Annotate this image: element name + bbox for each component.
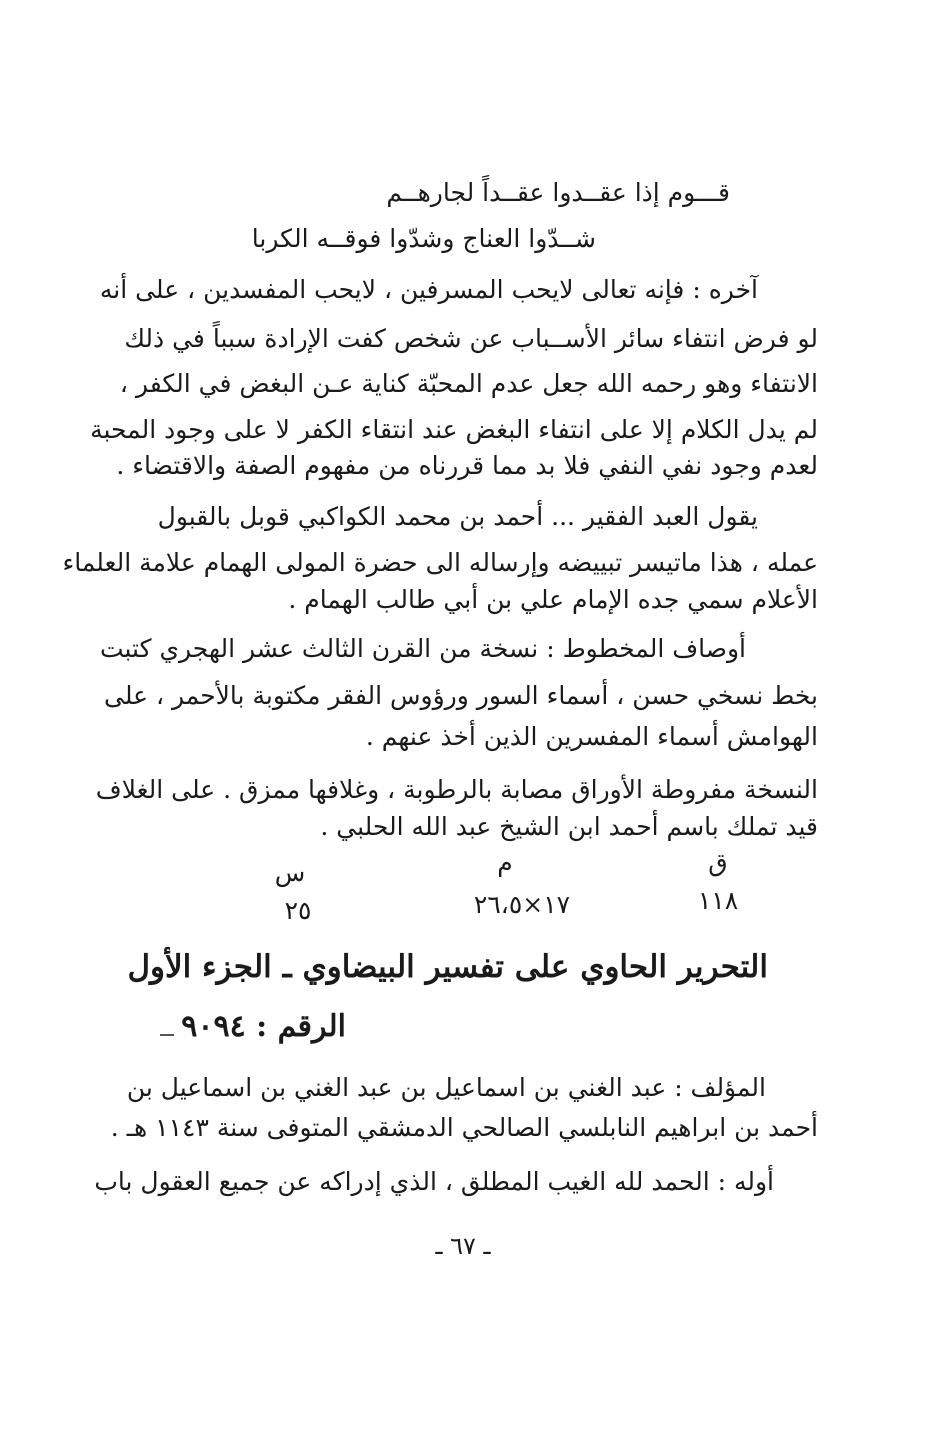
paragraph-4-line: النسخة مفروطة الأوراق مصابة بالرطوبة ، وغلافها ممزق . على الغلاف xyxy=(95,775,818,804)
entry-author-line: المؤلف : عبد الغني بن اسماعيل بن عبد الغني بن اسماعيل بن xyxy=(126,1073,766,1102)
table-value-leaves: ١١٨ xyxy=(697,886,739,915)
poem-line-2: شــدّوا العناج وشدّوا فوقــه الكربا xyxy=(251,224,596,253)
paragraph-1-line: آخره : فإنه تعالى لايحب المسرفين ، لايحب المفسدين ، على أنه xyxy=(99,275,758,304)
table-header-leaves: ق xyxy=(708,848,728,877)
entry-author-line: أحمد بن ابراهيم النابلسي الصالحي الدمشقي المتوفى سنة ١١٤٣ هـ . xyxy=(110,1113,818,1142)
paragraph-4-line: قيد تملك باسم أحمد ابن الشيخ عبد الله الحلبي . xyxy=(320,812,818,841)
paragraph-2-line: عمله ، هذا ماتيسر تبييضه وإرساله الى حضرة المولى الهمام علامة العلماء xyxy=(62,548,818,577)
paragraph-2-line: يقول العبد الفقير ... أحمد بن محمد الكواكبي قوبل بالقبول xyxy=(157,502,758,531)
entry-number: الرقم : ٩٠٩٤ xyxy=(181,1009,346,1044)
paragraph-2-line: الأعلام سمي جده الإمام علي بن أبي طالب الهمام . xyxy=(288,585,818,614)
paragraph-1-line: الانتفاء وهو رحمه الله جعل عدم المحبّة كناية عـن البغض في الكفر ، xyxy=(119,369,818,398)
poem-line-1: قـــوم إذا عقــدوا عقــداً لجارهــم xyxy=(386,178,730,207)
entry-beginning: أوله : الحمد لله الغيب المطلق ، الذي إدراكه عن جميع العقول باب xyxy=(94,1167,774,1196)
paragraph-3-line: الهوامش أسماء المفسرين الذين أخذ عنهم . xyxy=(365,722,818,751)
table-value-size: ١٧×٢٦،٥ xyxy=(473,890,571,919)
decorative-dash xyxy=(160,1034,174,1036)
paragraph-3-line: أوصاف المخطوط : نسخة من القرن الثالث عشر الهجري كتبت xyxy=(99,634,746,663)
paragraph-1-line: لو فرض انتفاء سائر الأســباب عن شخص كفت الإرادة سبباً في ذلك xyxy=(124,324,818,353)
paragraph-1-line: لعدم وجود نفي النفي فلا بد مما قررناه من مفهوم الصفة والاقتضاء . xyxy=(116,451,818,480)
paragraph-1-line: لم يدل الكلام إلا على انتفاء البغض عند انتقاء الكفر لا على وجود المحبة xyxy=(90,415,818,444)
table-value-lines: ٢٥ xyxy=(284,896,312,925)
page-number: ـ ٦٧ ـ xyxy=(435,1232,491,1260)
paragraph-3-line: بخط نسخي حسن ، أسماء السور ورؤوس الفقر مكتوبة بالأحمر ، على xyxy=(103,681,818,710)
entry-title: التحرير الحاوي على تفسير البيضاوي ـ الجزء الأول xyxy=(127,949,768,985)
table-header-size: م xyxy=(497,848,513,877)
table-header-lines: س xyxy=(274,858,306,887)
